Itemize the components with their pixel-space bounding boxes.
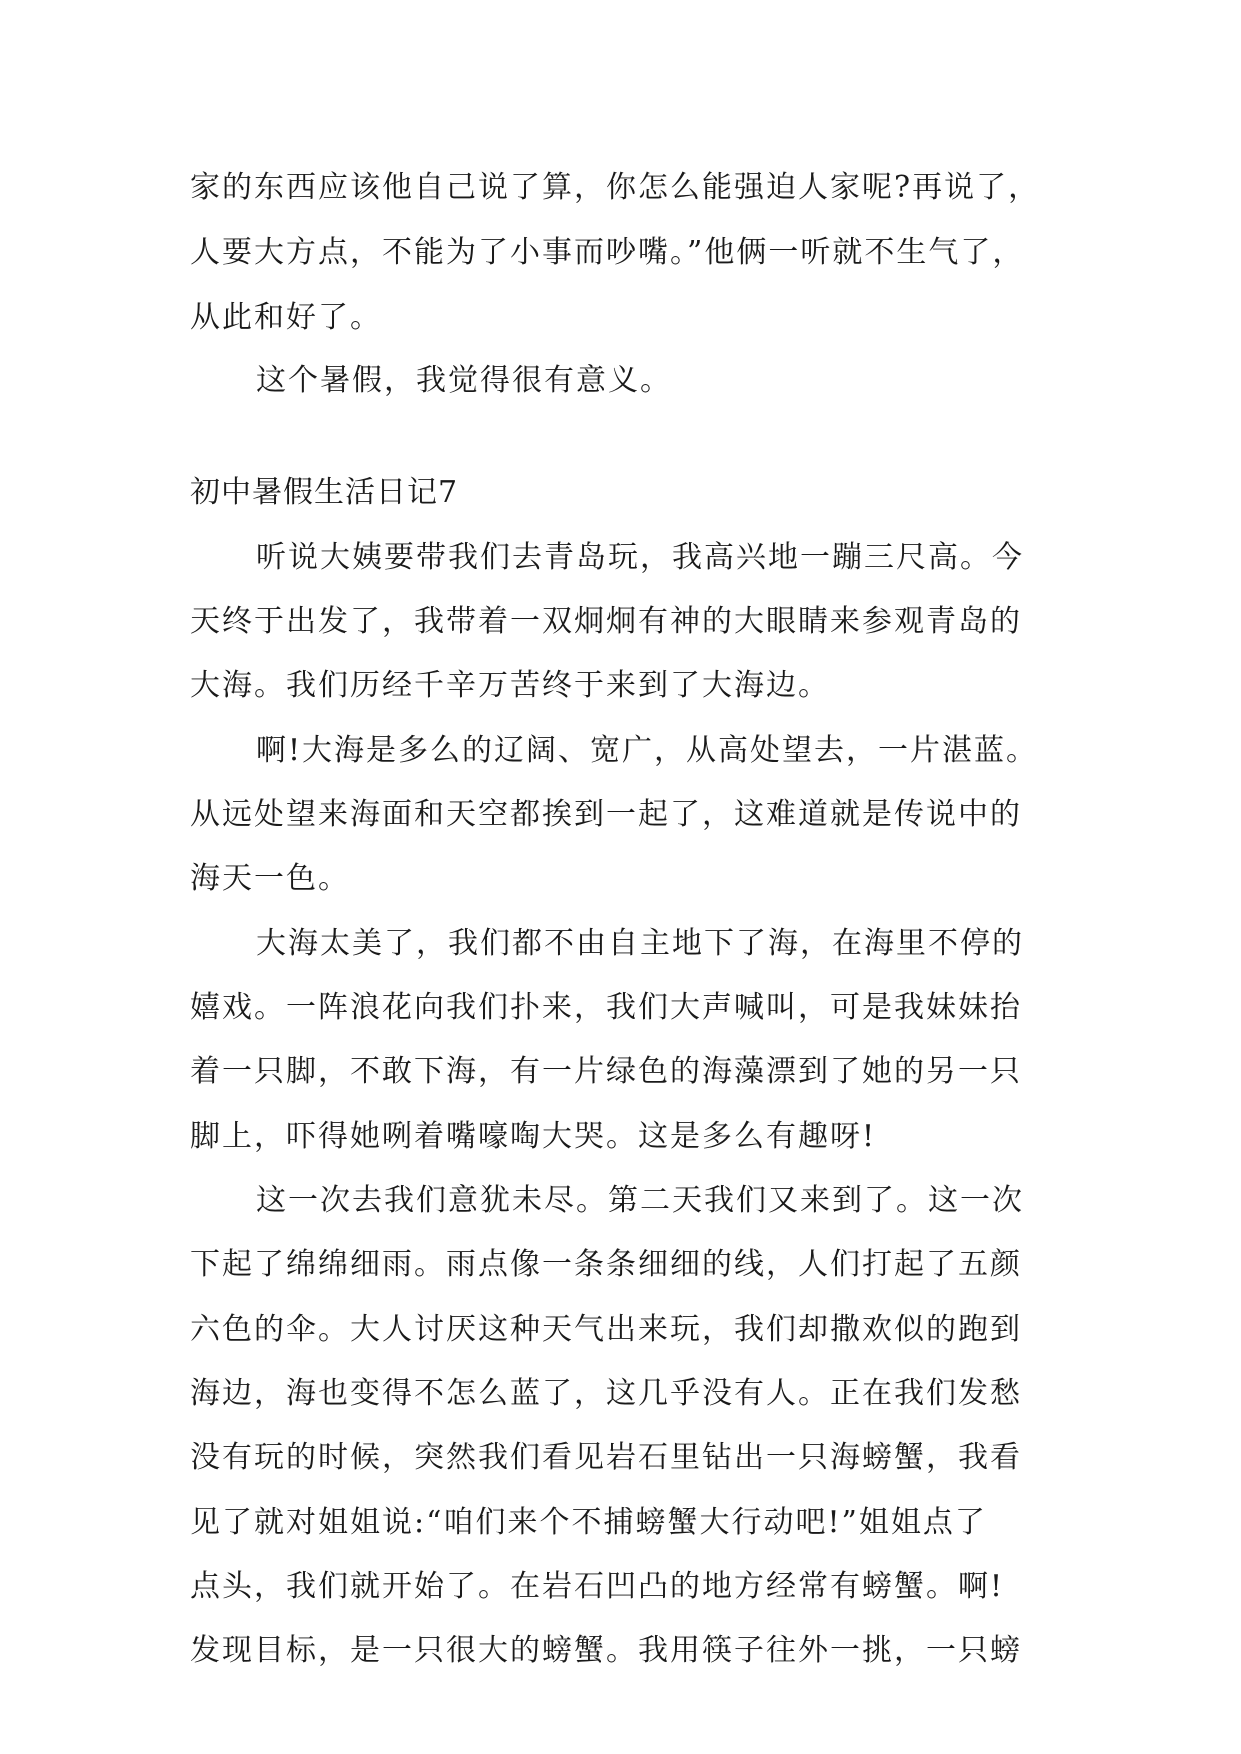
paragraph-line: 没有玩的时候，突然我们看见岩石里钻出一只海螃蟹，我看 (190, 1440, 1022, 1475)
paragraph-line: 嬉戏。一阵浪花向我们扑来，我们大声喊叫，可是我妹妹抬 (190, 990, 1022, 1025)
paragraph-line: 大海太美了，我们都不由自主地下了海，在海里不停的 (256, 926, 1024, 961)
paragraph-line: 海边，海也变得不怎么蓝了，这几乎没有人。正在我们发愁 (190, 1376, 1022, 1411)
paragraph-line: 大海。我们历经千辛万苦终于来到了大海边。 (190, 668, 830, 703)
paragraph-line: 海天一色。 (190, 861, 350, 896)
paragraph-line: 下起了绵绵细雨。雨点像一条条细细的线，人们打起了五颜 (190, 1247, 1022, 1282)
paragraph-line: 天终于出发了，我带着一双炯炯有神的大眼睛来参观青岛的 (190, 604, 1022, 639)
paragraph-line: 点头，我们就开始了。在岩石凹凸的地方经常有螃蟹。啊! (190, 1569, 1005, 1604)
paragraph-line: 啊!大海是多么的辽阔、宽广，从高处望去，一片湛蓝。 (256, 733, 1039, 768)
paragraph-line: 这个暑假，我觉得很有意义。 (256, 363, 672, 398)
paragraph-line: 家的东西应该他自己说了算，你怎么能强迫人家呢?再说了， (190, 170, 1041, 205)
paragraph-line: 见了就对姐姐说:“咱们来个不捕螃蟹大行动吧!”姐姐点了 (190, 1505, 987, 1540)
paragraph-line: 发现目标，是一只很大的螃蟹。我用筷子往外一挑，一只螃 (190, 1633, 1022, 1668)
paragraph-line: 六色的伞。大人讨厌这种天气出来玩，我们却撒欢似的跑到 (190, 1312, 1022, 1347)
paragraph-line: 脚上，吓得她咧着嘴嚎啕大哭。这是多么有趣呀! (190, 1119, 877, 1154)
paragraph-line: 从此和好了。 (190, 300, 382, 335)
diary-heading: 初中暑假生活日记7 (190, 475, 459, 510)
paragraph-line: 这一次去我们意犹未尽。第二天我们又来到了。这一次 (256, 1183, 1024, 1218)
paragraph-line: 从远处望来海面和天空都挨到一起了，这难道就是传说中的 (190, 797, 1022, 832)
paragraph-line: 人要大方点，不能为了小事而吵嘴。”他俩一听就不生气了， (190, 235, 1025, 270)
paragraph-line: 听说大姨要带我们去青岛玩，我高兴地一蹦三尺高。今 (256, 540, 1024, 575)
paragraph-line: 着一只脚，不敢下海，有一片绿色的海藻漂到了她的另一只 (190, 1054, 1022, 1089)
